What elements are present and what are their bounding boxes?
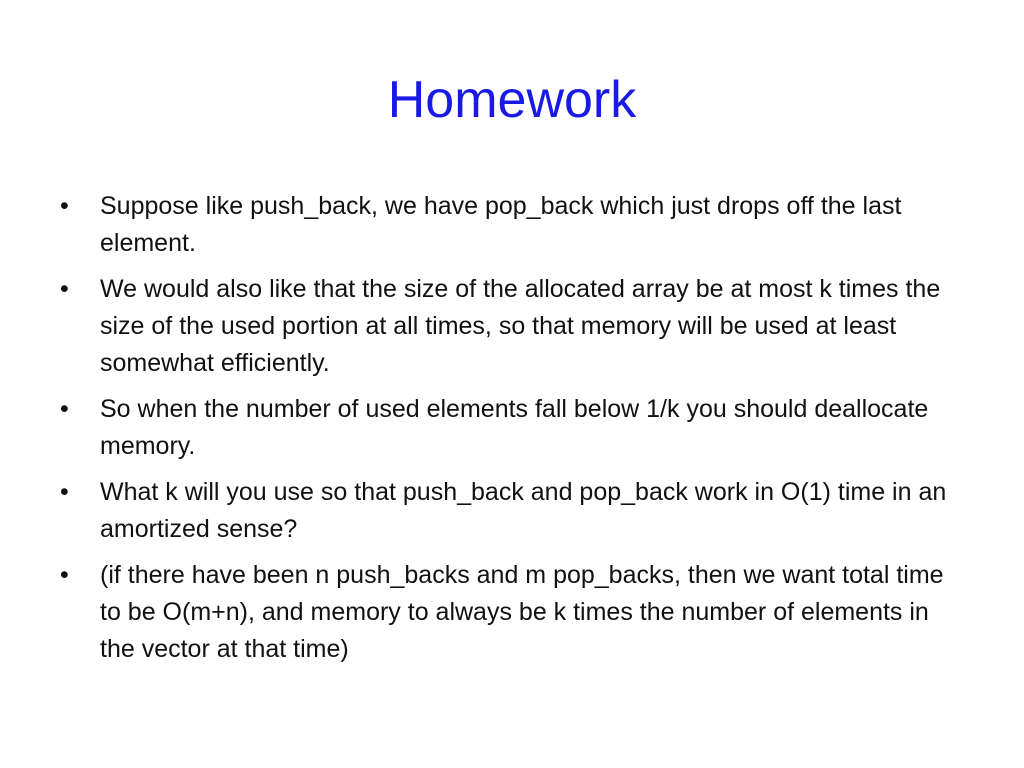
bullet-dot-icon: • [60, 478, 69, 506]
bullet-dot-icon: • [60, 275, 69, 303]
bullet-item [60, 474, 970, 548]
bullet-item [60, 557, 970, 668]
bullet-dot-icon: • [60, 192, 69, 220]
slide-title: Homework [387, 71, 637, 129]
bullet-item [60, 271, 970, 382]
bullet-text: (if there have been n push_backs and m pop_backs, then we want total time to be O(m+n), and memory to always be k times the number of elements in the vector at that time) [100, 561, 944, 663]
bullet-list [60, 188, 970, 677]
bullet-text: Suppose like push_back, we have pop_back which just drops off the last element. [100, 192, 902, 257]
bullet-text: We would also like that the size of the allocated array be at most k times the size of the used portion at all times, so that memory will be used at least somewhat efficiently. [100, 275, 941, 377]
bullet-text: So when the number of used elements fall below 1/k you should deallocate memory. [100, 395, 929, 460]
bullet-item [60, 188, 970, 262]
bullet-dot-icon: • [60, 561, 69, 589]
bullet-item [60, 391, 970, 465]
bullet-dot-icon: • [60, 395, 69, 423]
bullet-text: What k will you use so that push_back and pop_back work in O(1) time in an amortized sense? [100, 478, 947, 543]
